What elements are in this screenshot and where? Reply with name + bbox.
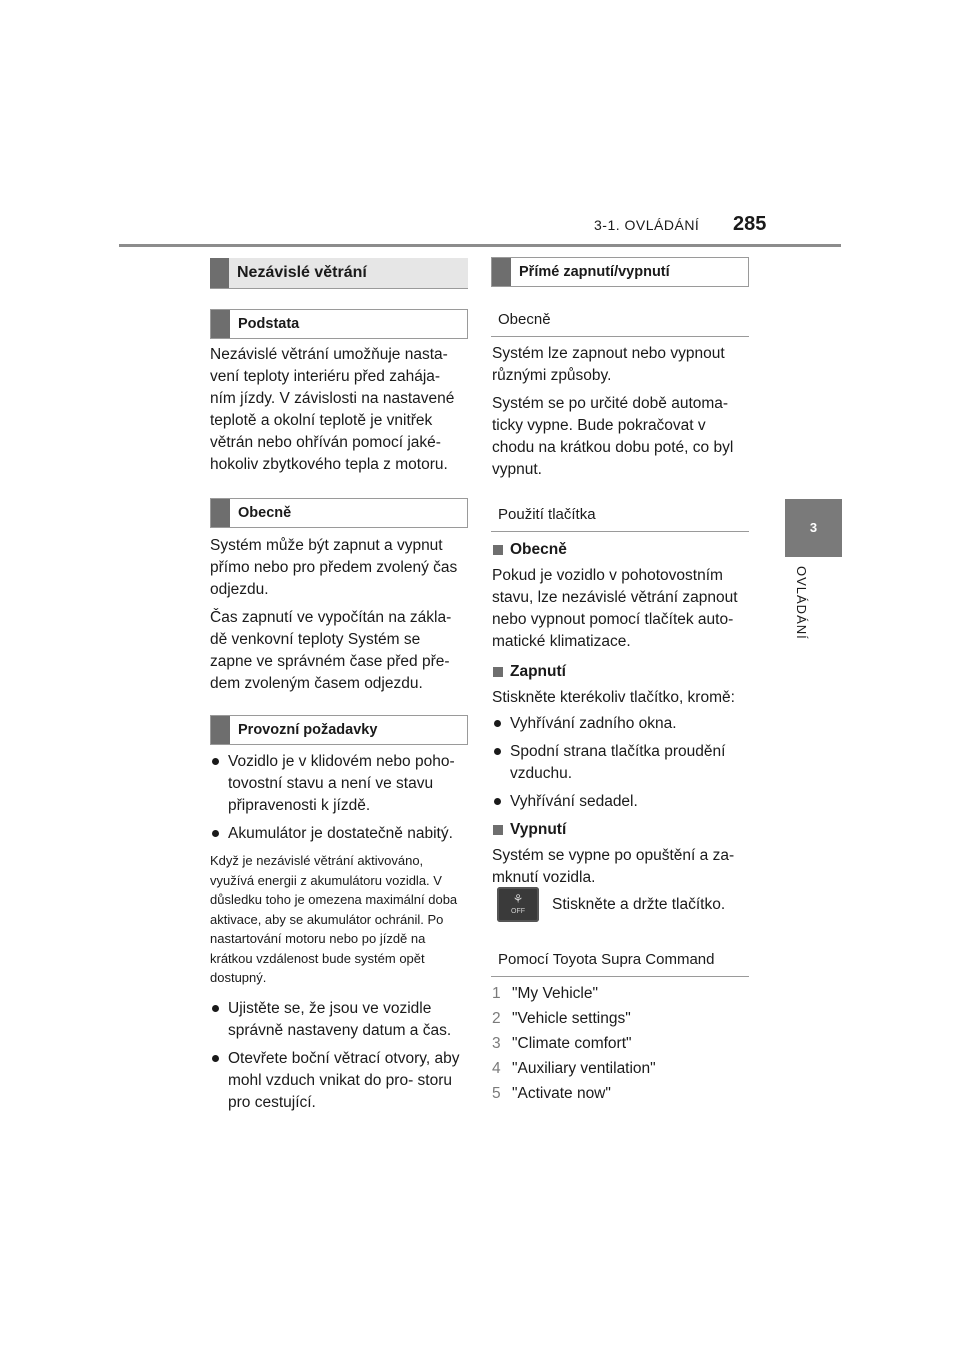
step-text: "Activate now" bbox=[512, 1085, 611, 1102]
step-item bbox=[492, 1008, 748, 1033]
bullet-icon bbox=[212, 1055, 219, 1062]
note-text: Když je nezávislé větrání aktivováno, využívá energii z akumulátoru vozidla. V důsledku toho je omezena maximální doba aktivace, aby se akumulátor ochránil. Po nastartování motoru nebo po jízdě na krátkou vzdálenost bude systém opět dostupný. bbox=[210, 853, 458, 985]
subsection-header-podstata bbox=[210, 309, 468, 339]
subsection-bar bbox=[211, 716, 230, 744]
pozadavky-content bbox=[210, 751, 466, 1120]
bullet-icon bbox=[494, 748, 501, 755]
section-bar bbox=[210, 258, 229, 288]
step-item bbox=[492, 1033, 748, 1058]
direct-obecne-text bbox=[492, 343, 748, 487]
square-bullet-icon bbox=[493, 667, 503, 677]
bullet-icon bbox=[212, 830, 219, 837]
list-item: Spodní strana tlačítka proudění vzduchu. bbox=[492, 741, 748, 785]
subsection-title-text: Provozní požadavky bbox=[238, 722, 378, 738]
subsection-header-pozadavky bbox=[210, 715, 468, 745]
list-item: Akumulátor je dostatečně nabitý. bbox=[210, 823, 466, 845]
paragraph: Systém se vypne po opuštění a za- mknutí vozidla. bbox=[492, 847, 735, 886]
bullet-icon bbox=[494, 798, 501, 805]
subheader-obecne bbox=[491, 305, 749, 337]
paragraph: Systém se po určité době automa- ticky vypne. Bude pokračovat v chodu na krátkou dobu poté, co byl vypnut. bbox=[492, 395, 734, 478]
obecne-text bbox=[210, 535, 466, 701]
button-usage-content bbox=[492, 539, 748, 889]
podstata-text: Nezávislé větrání umožňuje nasta- vení teploty interiéru před zahája- ním jízdy. V závislosti na nastavené teplotě a okolní teplotě je vnitřek větrán nebo ohříván pomocí jaké- hokoliv zbytkového tepla z motoru. bbox=[210, 346, 455, 473]
subsection-title-text: Podstata bbox=[238, 316, 300, 332]
section-title-text: Nezávislé větrání bbox=[237, 264, 367, 281]
step-text: "Climate comfort" bbox=[512, 1035, 632, 1052]
subsection-title-text: Obecně bbox=[238, 505, 292, 521]
list-item: Otevřete boční větrací otvory, aby mohl vzduch vnikat do pro- storu pro cestující. bbox=[210, 1048, 466, 1114]
header-divider bbox=[119, 244, 841, 247]
step-number: 3 bbox=[492, 1035, 501, 1052]
bullet-icon bbox=[212, 1005, 219, 1012]
button-caption: Stiskněte a držte tlačítko. bbox=[552, 896, 726, 913]
step-item bbox=[492, 1058, 748, 1083]
list-item: Vozidlo je v klidovém nebo poho- tovostní stavu a není ve stavu připravenosti k jízdě. bbox=[210, 751, 466, 817]
subheader-text: Použití tlačítka bbox=[498, 506, 596, 523]
subheader-text: Obecně bbox=[498, 311, 551, 328]
paragraph: Systém lze zapnout nebo vypnout různými způsoby. bbox=[492, 345, 725, 384]
subheader-pouziti-tlacitka bbox=[491, 500, 749, 532]
step-number: 1 bbox=[492, 985, 501, 1002]
section-title: 3-1. OVLÁDÁNÍ bbox=[594, 217, 700, 233]
subsection-bar bbox=[211, 499, 230, 527]
step-text: "Auxiliary ventilation" bbox=[512, 1060, 656, 1077]
chapter-tab: 3 bbox=[785, 499, 842, 557]
bullet-icon bbox=[212, 758, 219, 765]
list-item: Vyhřívání sedadel. bbox=[492, 791, 748, 813]
paragraph: Pokud je vozidlo v pohotovostním stavu, lze nezávislé větrání zapnout nebo vypnout pomocí tlačítek auto- matické klimatizace. bbox=[492, 567, 738, 650]
subsection-header-obecne bbox=[210, 498, 468, 528]
step-number: 2 bbox=[492, 1010, 501, 1027]
paragraph: Stiskněte kterékoliv tlačítko, kromě: bbox=[492, 689, 735, 706]
chapter-tab-label: OVLÁDÁNÍ bbox=[794, 566, 809, 640]
subheader-toyota-command bbox=[491, 945, 749, 977]
bullet-icon bbox=[494, 720, 501, 727]
step-number: 5 bbox=[492, 1085, 501, 1102]
paragraph: Čas zapnutí ve vypočítán na zákla- dě venkovní teploty Systém se zapne ve správném čase před pře- dem zvoleným časem odjezdu. bbox=[210, 609, 452, 692]
step-item bbox=[492, 983, 748, 1008]
subheader-text: Pomocí Toyota Supra Command bbox=[498, 951, 715, 968]
auxiliary-ventilation-button-icon bbox=[497, 887, 539, 922]
paragraph: Systém může být zapnut a vypnut přímo nebo pro předem zvolený čas odjezdu. bbox=[210, 537, 458, 598]
page-number: 285 bbox=[733, 213, 767, 235]
section-title-text: Přímé zapnutí/vypnutí bbox=[519, 264, 670, 280]
square-bullet-icon bbox=[493, 545, 503, 555]
section-bar bbox=[492, 258, 511, 286]
subsection-bar bbox=[211, 310, 230, 338]
subsection-heading: Vypnutí bbox=[492, 819, 748, 841]
section-header-direct-onoff bbox=[491, 257, 749, 287]
section-header-independent-ventilation bbox=[210, 258, 468, 289]
step-text: "My Vehicle" bbox=[512, 985, 598, 1002]
list-item: Ujistěte se, že jsou ve vozidle správně nastaveny datum a čas. bbox=[210, 998, 466, 1042]
button-off-label: OFF bbox=[511, 908, 525, 915]
step-number: 4 bbox=[492, 1060, 501, 1077]
fan-seat-icon: ⚘ bbox=[512, 892, 524, 906]
command-steps bbox=[492, 983, 748, 1108]
list-item: Vyhřívání zadního okna. bbox=[492, 713, 748, 735]
subsection-heading: Zapnutí bbox=[492, 661, 748, 683]
subsection-heading: Obecně bbox=[492, 539, 748, 561]
step-text: "Vehicle settings" bbox=[512, 1010, 631, 1027]
step-item bbox=[492, 1083, 748, 1108]
square-bullet-icon bbox=[493, 825, 503, 835]
